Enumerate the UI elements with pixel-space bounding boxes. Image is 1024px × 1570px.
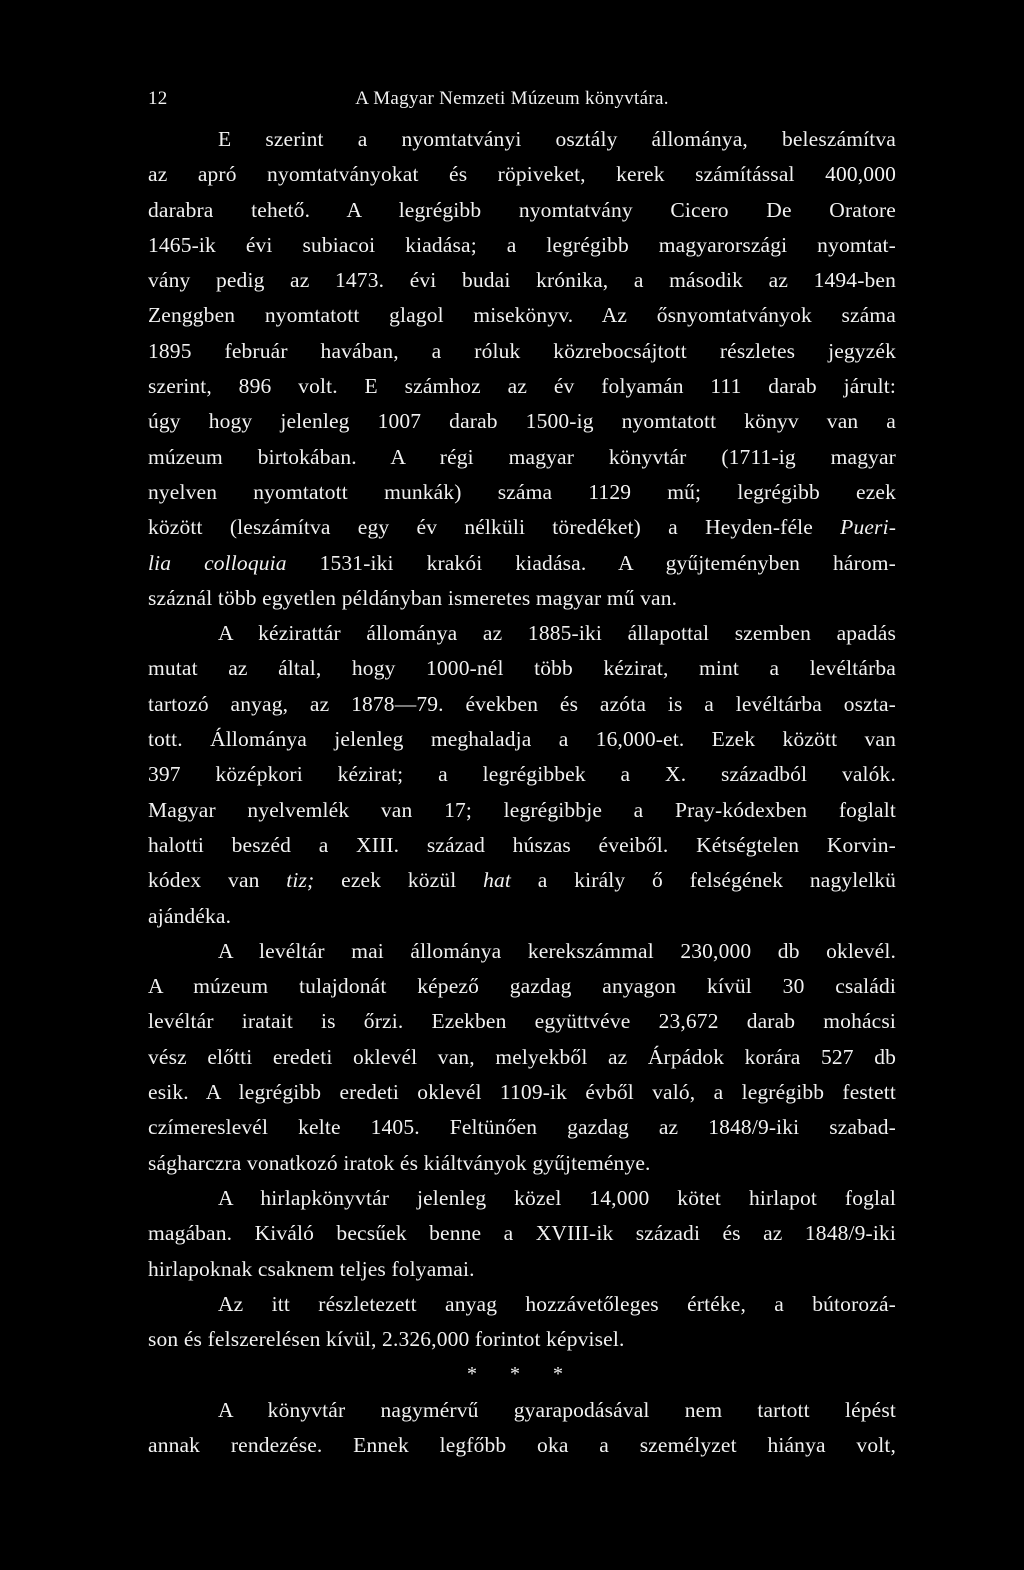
page bbox=[148, 88, 896, 1463]
text-line: tott. Állománya jelenleg meghaladja a 16,000-et. Ezek között van bbox=[148, 727, 896, 752]
text-line: Az itt részletezett anyag hozzávetőleges értéke, a bútorozá- bbox=[218, 1291, 896, 1316]
italic-title: Pueri- bbox=[840, 515, 896, 540]
text-line: úgy hogy jelenleg 1007 darab 1500-ig nyomtatott könyv van a bbox=[148, 409, 896, 434]
line-text: között (leszámítva egy év nélküli töredéket) a Heyden-féle bbox=[148, 515, 841, 540]
page-header bbox=[148, 88, 896, 122]
text-line: A múzeum tulajdonát képező gazdag anyagon kívül 30 családi bbox=[148, 974, 896, 999]
text-line: az apró nyomtatványokat és röpiveket, kerek számítással 400,000 bbox=[148, 162, 896, 187]
text-line: E szerint a nyomtatványi osztály állománya, beleszámítva bbox=[218, 127, 896, 151]
text-line: szerint, 896 volt. E számhoz az év folyamán 111 darab járult: bbox=[148, 374, 896, 399]
text-line: ságharczra vonatkozó iratok és kiáltványok gyűjteménye. bbox=[148, 1150, 651, 1175]
section-separator: * * * bbox=[467, 1363, 577, 1386]
text-line: 1895 február havában, a róluk közrebocsájtott részletes jegyzék bbox=[148, 338, 896, 363]
text-line: ajándéka. bbox=[148, 903, 232, 928]
text-line: száznál több egyetlen példányban ismeretes magyar mű van. bbox=[148, 585, 678, 610]
text-line: múzeum birtokában. A régi magyar könyvtár (1711-ig magyar bbox=[148, 444, 896, 469]
line-text: 1531-iki krakói kiadása. A gyűjteményben három- bbox=[286, 550, 896, 575]
text-line: Zenggben nyomtatott glagol misekönyv. Az ősnyomtatványok száma bbox=[148, 303, 896, 328]
text-line: A könyvtár nagymérvű gyarapodásával nem tartott lépést bbox=[218, 1397, 896, 1422]
text-line: A hirlapkönyvtár jelenleg közel 14,000 kötet hirlapot foglal bbox=[218, 1185, 896, 1210]
text-line: nyelven nyomtatott munkák) száma 1129 mű; legrégibb ezek bbox=[148, 479, 896, 504]
text-line: A levéltár mai állománya kerekszámmal 230,000 db oklevél. bbox=[218, 938, 896, 963]
text-line: esik. A legrégibb eredeti oklevél 1109-ik évből való, a legrégibb festett bbox=[148, 1080, 896, 1105]
text-line: kódex van tiz; ezek közül hat a király ő felségének nagylelkü bbox=[148, 868, 896, 893]
text-line: mutat az által, hogy 1000-nél több kézirat, mint a levéltárba bbox=[148, 656, 896, 681]
text-line: 1465-ik évi subiacoi kiadása; a legrégibb magyarországi nyomtat- bbox=[148, 232, 896, 257]
italic-title: lia colloquia bbox=[148, 550, 287, 575]
text-line: son és felszerelésen kívül, 2.326,000 forintot képvisel. bbox=[148, 1327, 625, 1352]
text-line: halotti beszéd a XIII. század húszas éveiből. Kétségtelen Korvin- bbox=[148, 832, 896, 857]
text-line bbox=[148, 546, 896, 581]
text-line: vány pedig az 1473. évi budai krónika, a második az 1494-ben bbox=[148, 268, 896, 293]
running-title: A Magyar Nemzeti Múzeum könyvtára. bbox=[355, 88, 669, 109]
text-line: levéltár iratait is őrzi. Ezekben együttvéve 23,672 darab mohácsi bbox=[148, 1009, 896, 1034]
text-line: czímereslevél kelte 1405. Feltünően gazdag az 1848/9-iki szabad- bbox=[148, 1115, 896, 1140]
text-line: vész előtti eredeti oklevél van, melyekből az Árpádok korára 527 db bbox=[148, 1044, 896, 1069]
text-line: 397 középkori kézirat; a legrégibbek a X. századból valók. bbox=[148, 762, 896, 787]
page-number: 12 bbox=[148, 88, 168, 109]
text-line: hirlapoknak csaknem teljes folyamai. bbox=[148, 1256, 475, 1281]
text-line: Magyar nyelvemlék van 17; legrégibbje a Pray-kódexben foglalt bbox=[148, 797, 896, 822]
text-line: A kézirattár állománya az 1885-iki állapottal szemben apadás bbox=[218, 621, 896, 646]
text-line bbox=[148, 510, 896, 545]
text-line: annak rendezése. Ennek legfőbb oka a személyzet hiánya volt, bbox=[148, 1432, 896, 1457]
text-line: magában. Kiváló becsűek benne a XVIII-ik századi és az 1848/9-iki bbox=[148, 1221, 896, 1246]
text-line: darabra tehető. A legrégibb nyomtatvány Cicero De Oratore bbox=[148, 197, 896, 222]
body-text bbox=[148, 122, 896, 1463]
text-line: tartozó anyag, az 1878—79. években és azóta is a levéltárba oszta- bbox=[148, 691, 896, 716]
